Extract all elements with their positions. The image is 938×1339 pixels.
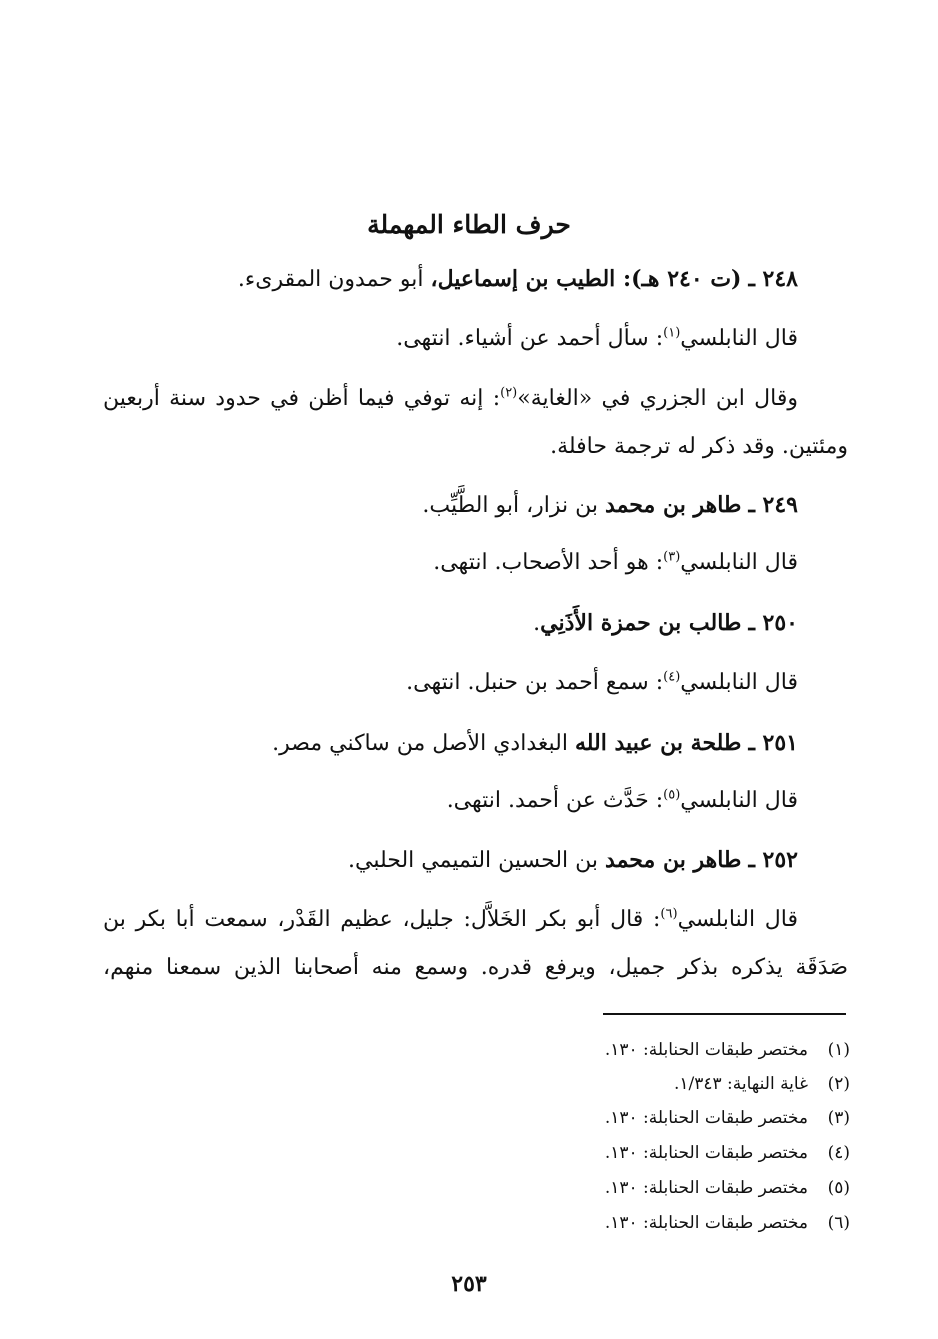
entry-248-quote-2-cont: ومئتين. وقد ذكر له ترجمة حافلة. (550, 434, 848, 459)
entry-rest: أبو حمدون المقرىء. (237, 267, 431, 292)
footnote-divider (603, 1013, 846, 1015)
quote-source: قال النابلسي (680, 550, 798, 575)
entry-number: ٢٥٢ ـ (748, 847, 798, 873)
footnote-6 (605, 1212, 850, 1234)
quote-source: وقال ابن الجزري في «الغاية» (517, 386, 798, 411)
footnote-text: مختصر طبقات الحنابلة: ١٣٠. (604, 1108, 808, 1128)
footnote-ref: (٥) (663, 787, 681, 803)
footnote-number: (١) (827, 1040, 850, 1060)
entry-number: ٢٤٨ ـ (748, 266, 798, 292)
quote-text: : قال أبو بكر الخَلاَّل: جليل، عظيم القَدْر، سمعت أبا بكر بن (103, 907, 661, 932)
entry-name: الطيب بن إسماعيل، (430, 266, 616, 292)
footnote-4 (605, 1142, 850, 1164)
footnote-ref: (٤) (663, 669, 681, 685)
entry-252-quote-cont: صَدَقَة يذكره بذكر جميل، ويرفع قدره. وسمع منه أصحابنا الذين سمعنا منهم، (103, 955, 848, 980)
entry-name: طاهر بن محمد (605, 492, 742, 518)
quote-text: : سمع أحمد بن حنبل. انتهى. (406, 670, 664, 695)
entry-248-quote-1 (396, 324, 798, 354)
footnote-3 (605, 1107, 850, 1129)
quote-text: : حَدَّث عن أحمد. انتهى. (446, 788, 664, 813)
footnote-ref: (٢) (500, 385, 518, 401)
entry-250-heading (533, 608, 798, 639)
footnote-ref: (٣) (663, 549, 681, 565)
entry-248-quote-2 (103, 384, 798, 414)
footnote-number: (٤) (827, 1143, 850, 1163)
footnote-text: مختصر طبقات الحنابلة: ١٣٠. (604, 1213, 808, 1233)
death-date: (ت ٢٤٠ هـ): (615, 266, 742, 292)
entry-name: طلحة بن عبيد الله (574, 730, 742, 756)
quote-source: قال النابلسي (680, 670, 798, 695)
quote-text: : هو أحد الأصحاب. انتهى. (433, 550, 664, 575)
footnote-text: مختصر طبقات الحنابلة: ١٣٠. (604, 1040, 808, 1060)
footnote-text: مختصر طبقات الحنابلة: ١٣٠. (604, 1178, 808, 1198)
page-number: ٢٥٣ (451, 1271, 487, 1297)
entry-rest: بن الحسين التميمي الحلبي. (348, 848, 606, 873)
entry-251-heading (272, 728, 798, 759)
footnote-5 (605, 1177, 850, 1199)
entry-number: ٢٥١ ـ (748, 730, 798, 756)
footnote-ref: (١) (663, 325, 681, 341)
quote-source: قال النابلسي (680, 788, 798, 813)
entry-252-quote (103, 905, 798, 935)
footnote-text: غاية النهاية: ١/٣٤٣. (673, 1074, 808, 1094)
entry-249-heading (422, 490, 798, 521)
entry-250-quote (406, 668, 798, 698)
footnote-1 (605, 1039, 850, 1061)
footnote-number: (٥) (827, 1178, 850, 1198)
entry-name: طالب بن حمزة الأَذَنِي (540, 610, 742, 636)
section-title: حرف الطاء المهملة (367, 210, 571, 239)
footnote-number: (٦) (827, 1213, 850, 1233)
footnote-number: (٢) (827, 1074, 850, 1094)
entry-number: ٢٤٩ ـ (748, 492, 798, 518)
quote-text: : إنه توفي فيما أظن في حدود سنة أربعين (103, 386, 501, 411)
footnote-2 (674, 1073, 850, 1095)
footnote-text: مختصر طبقات الحنابلة: ١٣٠. (604, 1143, 808, 1163)
entry-number: ٢٥٠ ـ (748, 610, 798, 636)
footnote-number: (٣) (827, 1108, 850, 1128)
entry-249-quote (433, 548, 798, 578)
quote-text: : سأل أحمد عن أشياء. انتهى. (396, 326, 664, 351)
entry-248-heading (238, 264, 798, 295)
entry-252-heading (348, 845, 798, 876)
entry-rest: بن نزار، أبو الطَّيِّب. (422, 493, 606, 518)
entry-rest: البغدادي الأصل من ساكني مصر. (272, 731, 575, 756)
entry-name: طاهر بن محمد (605, 847, 742, 873)
footnote-ref: (٦) (660, 906, 678, 922)
entry-rest: . (533, 611, 541, 636)
quote-source: قال النابلسي (680, 326, 798, 351)
entry-251-quote (447, 786, 798, 816)
quote-source: قال النابلسي (677, 907, 798, 932)
